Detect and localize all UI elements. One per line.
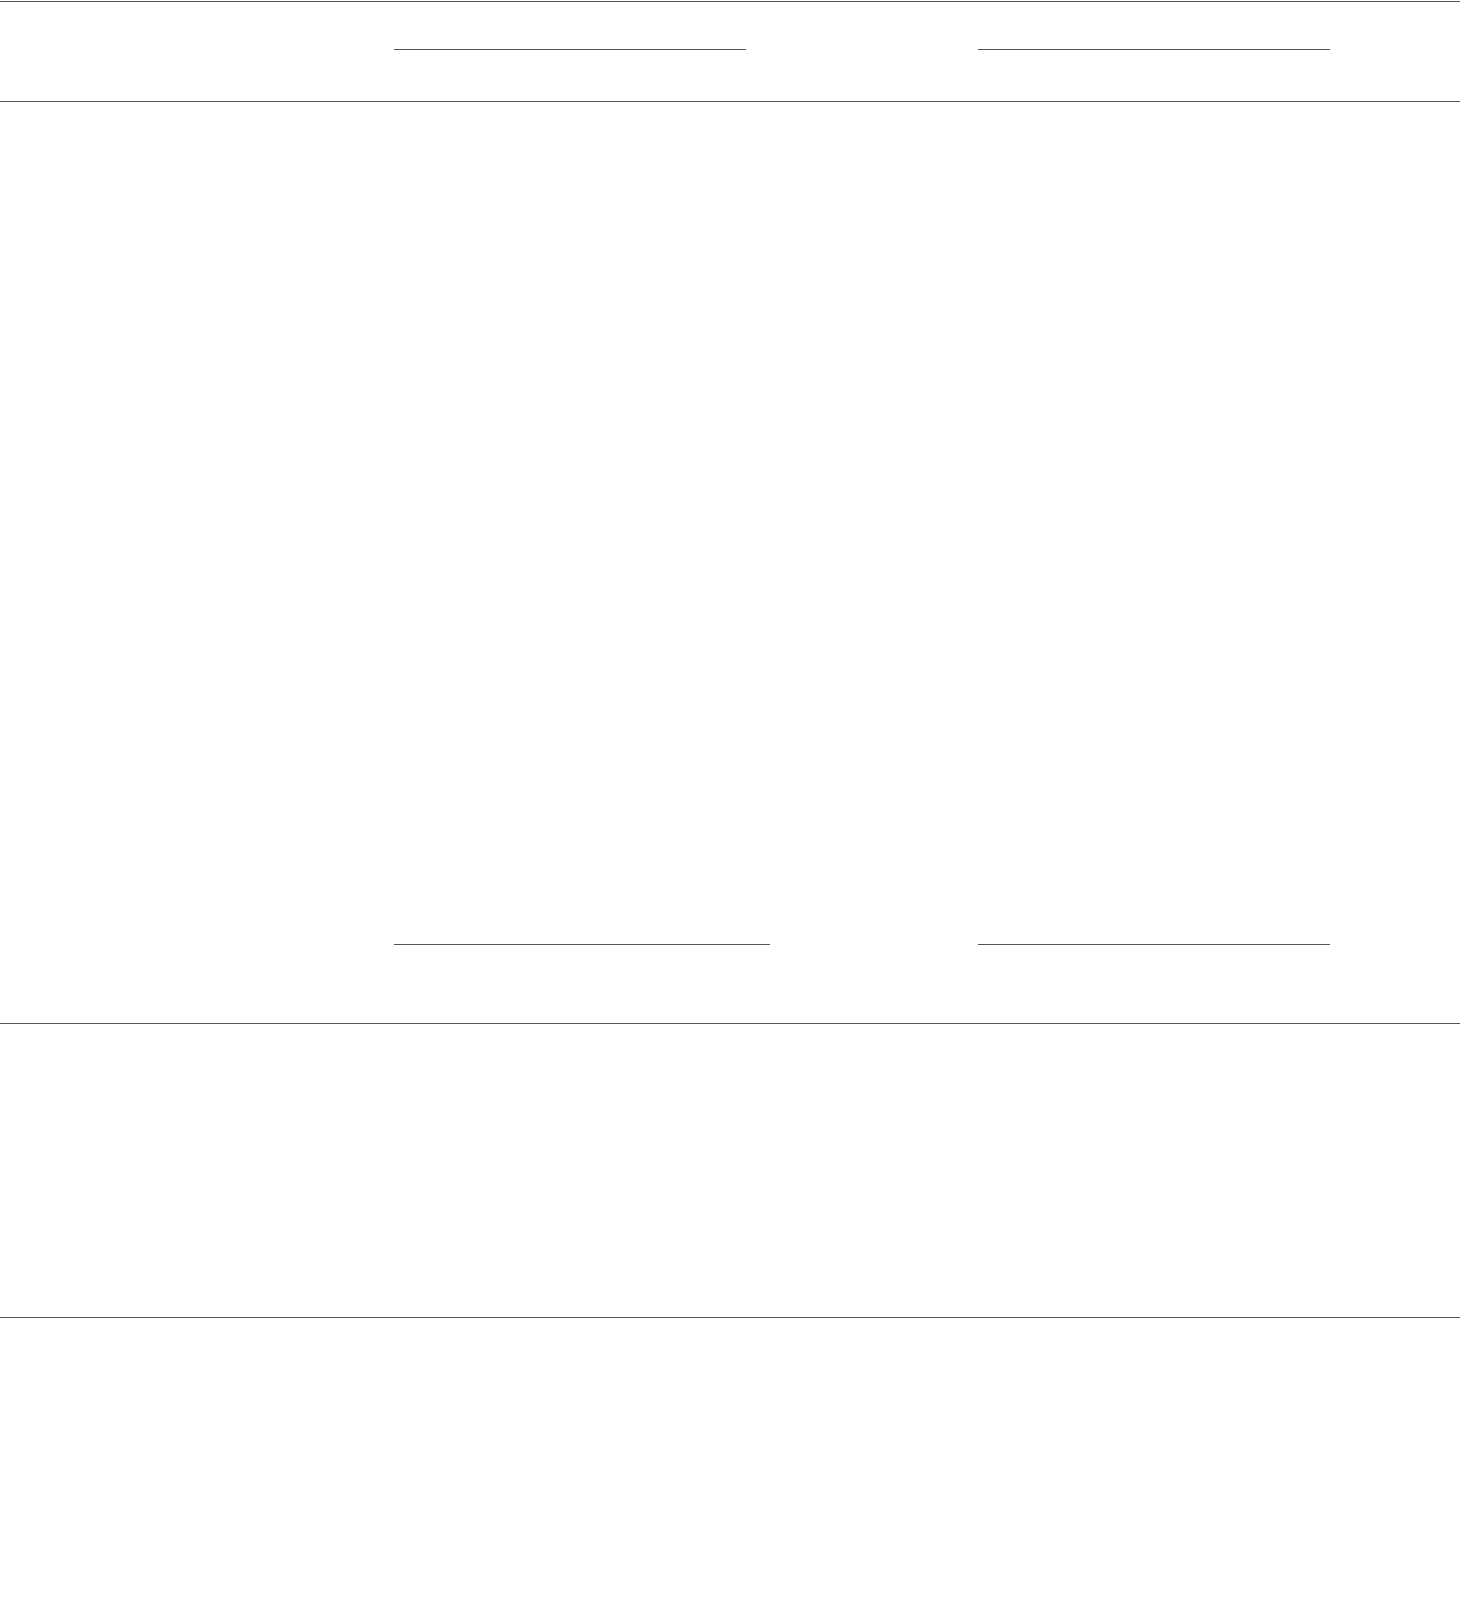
header2-row [0,915,1460,942]
after-psm-rule-2 [978,944,1330,945]
header2-bottom-rule [0,1023,1460,1024]
before-psm-rule-2 [394,944,770,945]
header-bottom-rule [0,101,1460,102]
table-bottom-rule [0,1317,1460,1318]
after-psm-rule [978,49,1330,50]
top-rule [0,1,1460,2]
before-psm-rule [394,49,746,50]
